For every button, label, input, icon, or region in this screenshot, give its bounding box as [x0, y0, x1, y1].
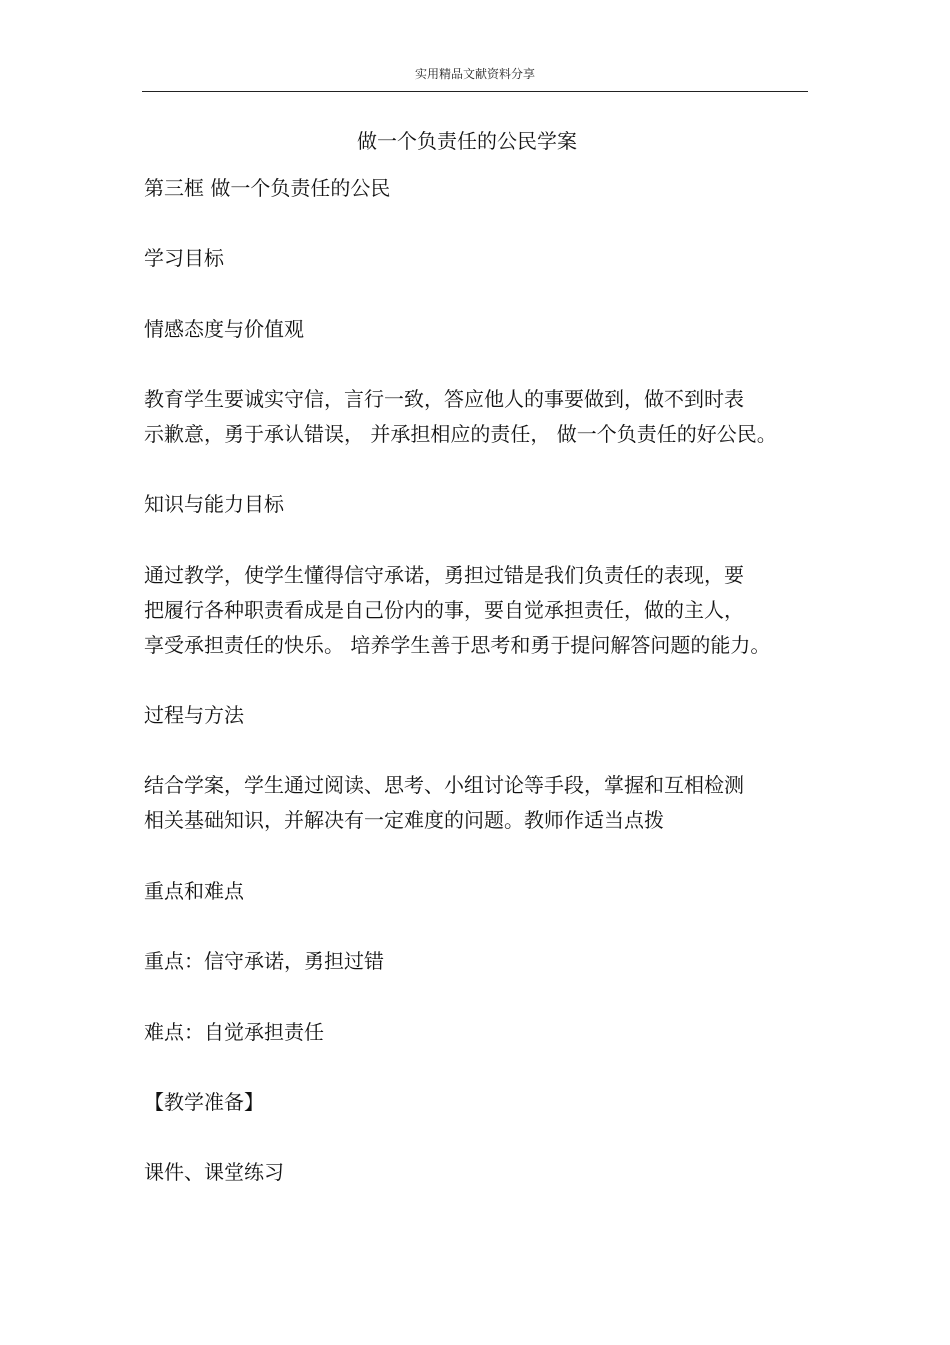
difficult-point-text: 难点：自觉承担责任 [144, 1020, 324, 1044]
emotion-paragraph-line-1: 教育学生要诚实守信，言行一致，答应他人的事要做到，做不到时表 [144, 387, 744, 411]
section-heading-goals: 学习目标 [144, 246, 224, 270]
section-heading-knowledge: 知识与能力目标 [144, 492, 284, 516]
section-heading-key: 重点和难点 [144, 879, 244, 903]
document-title: 做一个负责任的公民学案 [357, 129, 577, 153]
section-heading-emotion: 情感态度与价值观 [144, 317, 304, 341]
knowledge-paragraph-line-1: 通过教学，使学生懂得信守承诺，勇担过错是我们负责任的表现，要 [144, 563, 744, 587]
page-header: 实用精品文献资料分享 [414, 67, 535, 81]
knowledge-paragraph-line-2: 把履行各种职责看成是自己份内的事，要自觉承担责任，做的主人， [144, 598, 744, 622]
document-subtitle: 第三框 做一个负责任的公民 [144, 176, 391, 200]
header-divider [142, 91, 808, 92]
process-paragraph-line-1: 结合学案，学生通过阅读、思考、小组讨论等手段，掌握和互相检测 [144, 773, 744, 797]
knowledge-paragraph-line-3: 享受承担责任的快乐。 培养学生善于思考和勇于提问解答问题的能力。 [144, 633, 771, 657]
preparation-text: 课件、课堂练习 [144, 1160, 284, 1184]
key-point-text: 重点：信守承诺，勇担过错 [144, 949, 384, 973]
process-paragraph-line-2: 相关基础知识，并解决有一定难度的问题。教师作适当点拨 [144, 808, 664, 832]
emotion-paragraph-line-2: 示歉意，勇于承认错误， 并承担相应的责任， 做一个负责任的好公民。 [144, 422, 777, 446]
section-heading-preparation: 【教学准备】 [144, 1090, 264, 1114]
section-heading-process: 过程与方法 [144, 703, 244, 727]
